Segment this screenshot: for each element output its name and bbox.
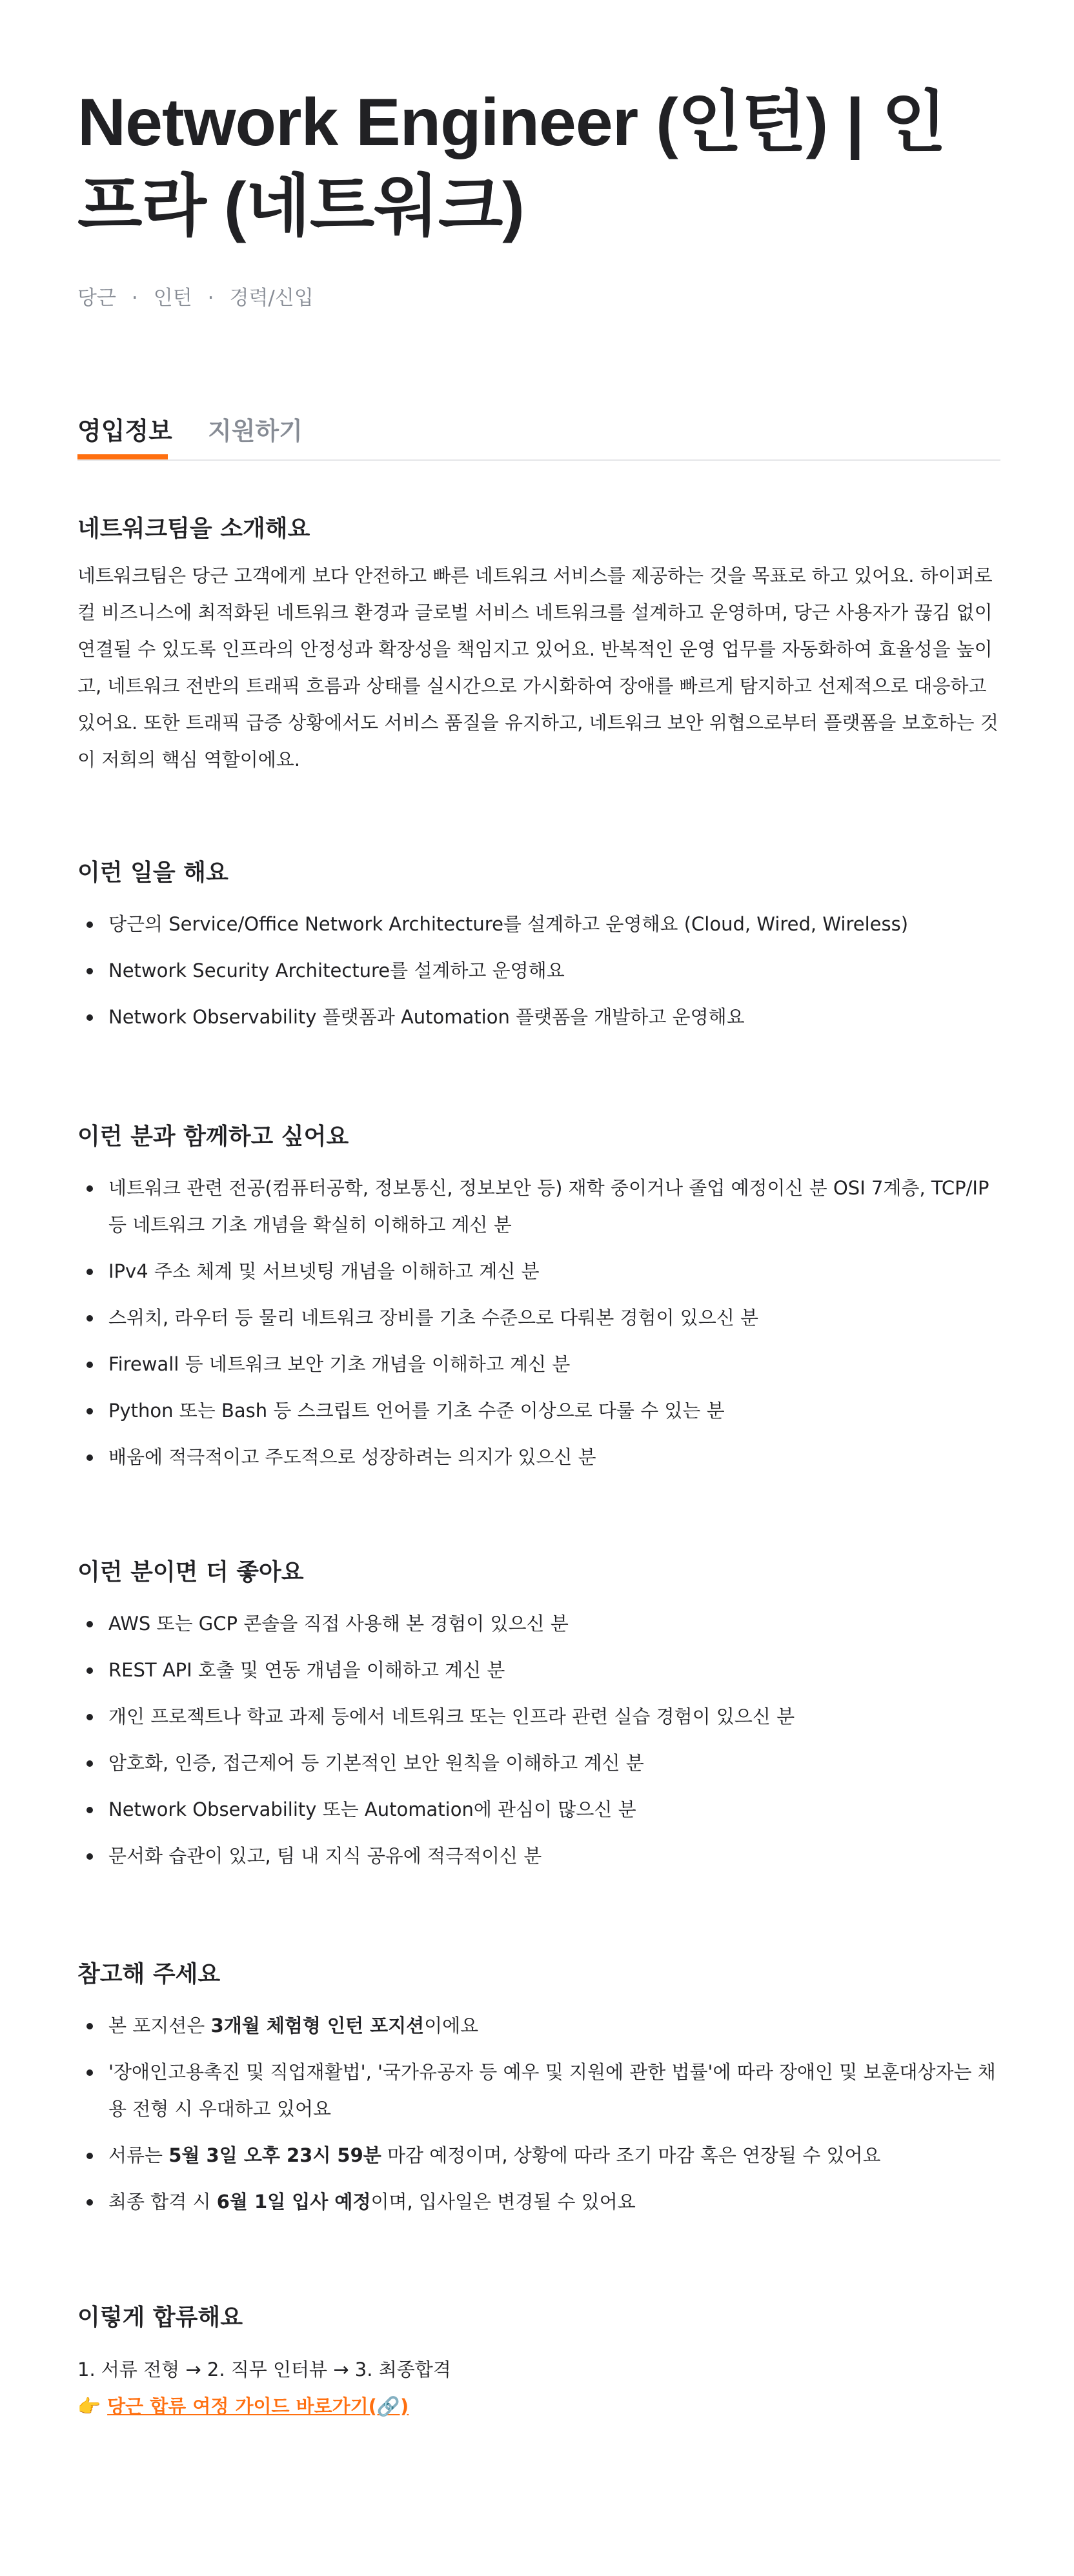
list-item: 최종 합격 시 6월 1일 입사 예정이며, 입사일은 변경될 수 있어요 [77, 2184, 1000, 2220]
qualifications-list [77, 1170, 1000, 1485]
notes-list [77, 2007, 1000, 2230]
hiring-guide-link[interactable]: 당근 합류 여정 가이드 바로가기(🔗) [107, 2395, 409, 2417]
work-list [77, 906, 1000, 1045]
tab-job-info[interactable]: 영입정보 [77, 417, 172, 445]
meta-separator: · [131, 287, 138, 310]
list-item: Network Security Architecture를 설계하고 운영해요 [77, 952, 1000, 989]
list-item: 문서화 습관이 있고, 팀 내 지식 공유에 적극적이신 분 [77, 1838, 1000, 1875]
list-item: Network Observability 또는 Automation에 관심이 많으신 분 [77, 1791, 1000, 1828]
page-title: Network Engineer (인턴) | 인프라 (네트워크) [77, 85, 946, 244]
section-title-preferred: 이런 분이면 더 좋아요 [77, 1559, 304, 1585]
section-title-intro: 네트워크팀을 소개해요 [77, 516, 310, 542]
list-item: REST API 호출 및 연동 개념을 이해하고 계신 분 [77, 1652, 1000, 1689]
list-item: Network Observability 플랫폼과 Automation 플랫폼을 개발하고 운영해요 [77, 999, 1000, 1036]
guide-row [77, 2388, 409, 2425]
pointing-hand-icon: 👉 [77, 2395, 101, 2417]
section-title-qualifications: 이런 분과 함께하고 싶어요 [77, 1123, 349, 1150]
list-item: 배움에 적극적이고 주도적으로 성장하려는 의지가 있으신 분 [77, 1439, 1000, 1476]
hiring-process-steps: 1. 서류 전형 → 2. 직무 인터뷰 → 3. 최종합격 [77, 2359, 451, 2380]
meta-separator: · [207, 287, 214, 310]
section-title-work: 이런 일을 해요 [77, 860, 228, 886]
list-item: Python 또는 Bash 등 스크립트 언어를 기초 수준 이상으로 다룰 수 있는 분 [77, 1393, 1000, 1429]
list-item: Firewall 등 네트워크 보안 기초 개념을 이해하고 계신 분 [77, 1346, 1000, 1383]
list-item: 암호화, 인증, 접근제어 등 기본적인 보안 원칙을 이해하고 계신 분 [77, 1745, 1000, 1782]
list-item: IPv4 주소 체계 및 서브넷팅 개념을 이해하고 계신 분 [77, 1253, 1000, 1290]
list-item: 네트워크 관련 전공(컴퓨터공학, 정보통신, 정보보안 등) 재학 중이거나 졸업 예정이신 분 OSI 7계층, TCP/IP 등 네트워크 기초 개념을 확실히 이해하고 계신 분 [77, 1170, 1000, 1243]
meta-career-level: 경력/신입 [229, 287, 314, 310]
intro-paragraph: 네트워크팀은 당근 고객에게 보다 안전하고 빠른 네트워크 서비스를 제공하는 것을 목표로 하고 있어요. 하이퍼로컬 비즈니스에 최적화된 네트워크 환경과 글로벌 서비스 네트워크를 설계하고 운영하며, 당근 사용자가 끊김 없이 연결될 수 있도록 인프라의 안정성과 확장성을 책임지고 있어요. 반복적인 운영 업무를 자동화하여 효율성을 높이고, 네트워크 전반의 트래픽 흐름과 상태를 실시간으로 가시화하여 장애를 빠르게 탐지하고 선제적으로 대응하고 있어요. 또한 트래픽 급증 상황에서도 서비스 품질을 유지하고, 네트워크 보안 위협으로부터 플랫폼을 보호하는 것이 저희의 핵심 역할이에요. [77, 565, 998, 770]
tab-bar [77, 413, 1000, 461]
tab-apply[interactable]: 지원하기 [208, 417, 303, 445]
list-item: 서류는 5월 3일 오후 23시 59분 마감 예정이며, 상황에 따라 조기 마감 혹은 연장될 수 있어요 [77, 2137, 1000, 2174]
preferred-list [77, 1605, 1000, 1884]
list-item: AWS 또는 GCP 콘솔을 직접 사용해 본 경험이 있으신 분 [77, 1605, 1000, 1642]
list-item: 본 포지션은 3개월 체험형 인턴 포지션이에요 [77, 2007, 1000, 2044]
list-item: '장애인고용촉진 및 직업재활법', '국가유공자 등 예우 및 지원에 관한 법률'에 따라 장애인 및 보훈대상자는 채용 전형 시 우대하고 있어요 [77, 2054, 1000, 2128]
list-item: 당근의 Service/Office Network Architecture를 설계하고 운영해요 (Cloud, Wired, Wireless) [77, 906, 1000, 943]
job-meta [77, 285, 314, 311]
section-title-notes: 참고해 주세요 [77, 1961, 221, 1987]
list-item: 개인 프로젝트나 학교 과제 등에서 네트워크 또는 인프라 관련 실습 경험이 있으신 분 [77, 1698, 1000, 1735]
section-title-process: 이렇게 합류해요 [77, 2304, 243, 2331]
meta-employment-type: 인턴 [153, 287, 192, 310]
list-item: 스위치, 라우터 등 물리 네트워크 장비를 기초 수준으로 다뤄본 경험이 있으신 분 [77, 1300, 1000, 1336]
active-tab-indicator [77, 454, 168, 459]
meta-company: 당근 [77, 287, 116, 310]
